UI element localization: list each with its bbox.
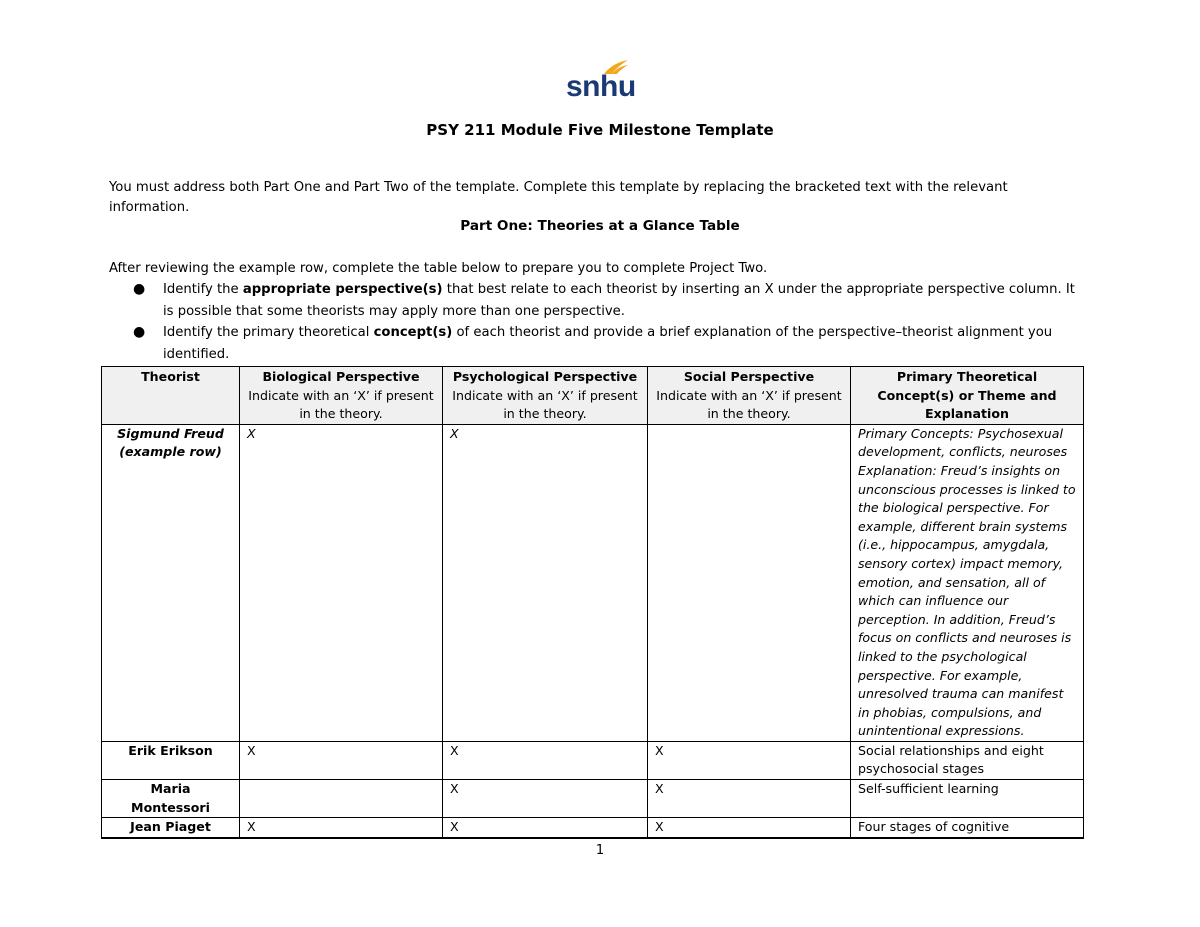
theories-table xyxy=(101,366,1084,839)
instruction-text: that best relate to each theorist by inserting an X under the appropriate perspective column. It is possible that some theorists may apply more than one perspective. xyxy=(163,282,1075,319)
psychological-cell: X xyxy=(443,780,648,818)
biological-cell xyxy=(240,780,443,818)
table-row xyxy=(102,424,1084,741)
review-instruction: After reviewing the example row, complete the table below to prepare you to complete Project Two. xyxy=(109,261,768,276)
part-one-heading: Part One: Theories at a Glance Table xyxy=(460,218,740,234)
social-cell xyxy=(648,424,851,741)
bullet-icon: ● xyxy=(133,324,146,340)
instruction-item xyxy=(109,279,1089,322)
biological-cell: X xyxy=(240,741,443,779)
concept-cell: Social relationships and eight psychosocial stages xyxy=(851,741,1084,779)
theorist-cell: Jean Piaget xyxy=(102,818,240,838)
theorist-cell: Sigmund Freud (example row) xyxy=(102,424,240,741)
snhu-logo xyxy=(566,58,636,104)
table-header-row xyxy=(102,367,1084,425)
psychological-cell: X xyxy=(443,818,648,838)
psychological-cell: X xyxy=(443,741,648,779)
header-psychological: Psychological Perspective Indicate with an ‘X’ if present in the theory. xyxy=(443,367,648,425)
header-theorist: Theorist xyxy=(102,367,240,425)
instruction-text: of each theorist and provide a brief explanation of the perspective–theorist alignment you identified. xyxy=(163,325,1053,362)
concept-cell: Primary Concepts: Psychosexual development, conflicts, neuroses Explanation: Freud’s insights on unconscious processes is linked to the biological perspective. For example, different brain systems (i.e., hippocampus, amygdala, sensory cortex) impact memory, emotion, and sensation, all of which can influence our perception. In addition, Freud’s focus on conflicts and neuroses is linked to the psychological perspective. For example, unresolved trauma can manifest in phobias, compulsions, and unintentional expressions. xyxy=(851,424,1084,741)
social-cell: X xyxy=(648,818,851,838)
theorist-cell: Erik Erikson xyxy=(102,741,240,779)
concept-cell: Self-sufficient learning xyxy=(851,780,1084,818)
social-cell: X xyxy=(648,741,851,779)
header-concept: Primary Theoretical Concept(s) or Theme and Explanation xyxy=(851,367,1084,425)
intro-paragraph: You must address both Part One and Part Two of the template. Complete this template by replacing the bracketed text with the relevant information. xyxy=(109,180,1008,215)
instruction-emphasis: concept(s) xyxy=(373,325,453,340)
biological-cell: X xyxy=(240,818,443,838)
logo-wordmark: snhu xyxy=(566,70,636,103)
concept-cell: Four stages of cognitive xyxy=(851,818,1084,838)
psychological-cell: X xyxy=(443,424,648,741)
page-number: 1 xyxy=(595,843,605,858)
instruction-emphasis: appropriate perspective(s) xyxy=(242,282,443,297)
table-row xyxy=(102,780,1084,818)
bullet-icon: ● xyxy=(133,281,146,297)
social-cell: X xyxy=(648,780,851,818)
document-title: PSY 211 Module Five Milestone Template xyxy=(426,121,774,139)
header-biological: Biological Perspective Indicate with an ‘X’ if present in the theory. xyxy=(240,367,443,425)
table-row xyxy=(102,741,1084,779)
instruction-text: Identify the xyxy=(163,282,243,297)
theorist-cell: Maria Montessori xyxy=(102,780,240,818)
table-row xyxy=(102,818,1084,838)
biological-cell: X xyxy=(240,424,443,741)
header-social: Social Perspective Indicate with an ‘X’ if present in the theory. xyxy=(648,367,851,425)
instruction-list xyxy=(109,279,1089,365)
instruction-text: Identify the primary theoretical xyxy=(163,325,374,340)
instruction-item xyxy=(109,322,1089,365)
